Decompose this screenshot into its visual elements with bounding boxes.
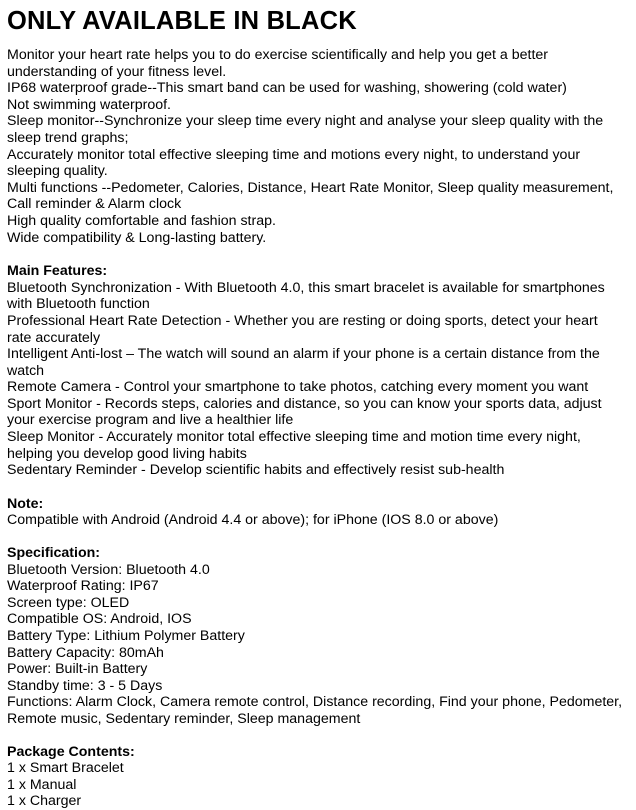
- section-heading: Package Contents:: [7, 743, 135, 760]
- intro-line: Monitor your heart rate helps you to do exercise scientifically and help you get a better: [7, 47, 549, 63]
- intro-line: IP68 waterproof grade--This smart band can be used for washing, showering (cold water): [7, 80, 567, 97]
- spec-line: Compatible OS: Android, IOS: [7, 611, 192, 628]
- package-item: 1 x Smart Bracelet: [7, 760, 124, 777]
- intro-line: Accurately monitor total effective sleeping time and motions every night, to understand your: [7, 146, 581, 163]
- spec-line: Functions: Alarm Clock, Camera remote control, Distance recording, Find your phone, Pedometer,: [7, 694, 623, 711]
- spec-line: Screen type: OLED: [7, 594, 130, 611]
- spec-line: Battery Capacity: 80mAh: [7, 644, 164, 661]
- intro-line: sleeping quality.: [7, 163, 108, 180]
- intro-line: Wide compatibility & Long-lasting battery.: [7, 229, 267, 246]
- page-title: ONLY AVAILABLE IN BLACK: [7, 7, 357, 35]
- spec-line: Standby time: 3 - 5 Days: [7, 677, 163, 694]
- spec-line: Remote music, Sedentary reminder, Sleep management: [7, 710, 361, 727]
- intro-line: High quality comfortable and fashion strap.: [7, 212, 276, 229]
- intro-line: understanding of your fitness level.: [7, 63, 227, 80]
- intro-line: sleep trend graphs;: [7, 129, 129, 146]
- note-section: [7, 496, 633, 529]
- feature-line: Sport Monitor - Records steps, calories and distance, so you can know your sports data, adjust: [7, 395, 602, 412]
- feature-line: helping you develop good living habits: [7, 445, 247, 462]
- intro-line: Sleep monitor--Synchronize your sleep time every night and analyse your sleep quality with the: [7, 113, 604, 130]
- spec-line: Power: Built-in Battery: [7, 661, 148, 678]
- feature-line: Sedentary Reminder - Develop scientific habits and effectively resist sub-health: [7, 462, 505, 479]
- feature-line: Professional Heart Rate Detection - Whether you are resting or doing sports, detect your heart: [7, 312, 598, 329]
- package-item: 1 x Manual: [7, 776, 77, 793]
- feature-line: with Bluetooth function: [7, 296, 150, 313]
- feature-line: watch: [7, 362, 45, 379]
- feature-line: Remote Camera - Control your smartphone to take photos, catching every moment you want: [7, 379, 589, 396]
- intro-line: Multi functions --Pedometer, Calories, Distance, Heart Rate Monitor, Sleep quality measurement,: [7, 179, 614, 196]
- feature-line: rate accurately: [7, 329, 101, 346]
- note-line: Compatible with Android (Android 4.4 or above); for iPhone (IOS 8.0 or above): [7, 512, 499, 529]
- feature-line: Sleep Monitor - Accurately monitor total effective sleeping time and motion time every night,: [7, 429, 581, 446]
- spec-line: Waterproof Rating: IP67: [7, 578, 159, 595]
- intro-section: [7, 47, 633, 246]
- package-item: 1 x Charger: [7, 793, 82, 810]
- section-heading: Specification:: [7, 545, 101, 562]
- product-description-document: [7, 0, 633, 810]
- intro-line: Not swimming waterproof.: [7, 96, 171, 113]
- spec-line: Bluetooth Version: Bluetooth 4.0: [7, 561, 210, 578]
- section-heading: Note:: [7, 495, 44, 512]
- feature-line: Bluetooth Synchronization - With Bluetooth 4.0, this smart bracelet is available for smartphones: [7, 279, 605, 296]
- feature-line: Intelligent Anti-lost – The watch will sound an alarm if your phone is a certain distance from the: [7, 346, 600, 363]
- specification-section: [7, 545, 633, 728]
- main-features-section: [7, 263, 633, 479]
- section-heading: Main Features:: [7, 263, 108, 280]
- intro-line: Call reminder & Alarm clock: [7, 196, 182, 213]
- feature-line: your exercise program and live a healthier life: [7, 412, 294, 429]
- spec-line: Battery Type: Lithium Polymer Battery: [7, 628, 245, 644]
